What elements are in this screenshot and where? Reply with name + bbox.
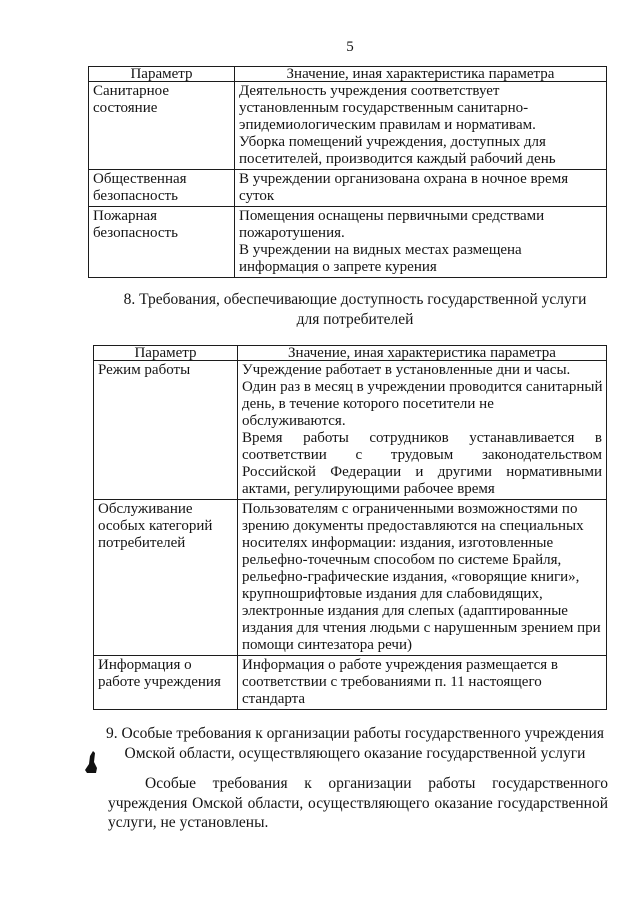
text-line: посетителей, производится каждый рабочий день	[239, 151, 556, 167]
text-line: для потребителей	[296, 310, 414, 328]
section-9-paragraph	[108, 774, 608, 833]
text-line: учреждения Омской области, осуществляющего оказание государственной	[108, 794, 608, 812]
text-line: издания для чтения людьми с нарушенным зрением при	[242, 620, 601, 636]
table-header-row	[94, 346, 607, 361]
parameter-cell	[89, 82, 235, 170]
parameter-name	[98, 501, 233, 552]
parameter-name	[93, 171, 230, 205]
text-line: пожаротушения.	[239, 225, 345, 241]
requirements-table-2	[93, 345, 607, 710]
header-value: Значение, иная характеристика параметра	[238, 346, 607, 361]
value-paragraph	[242, 362, 602, 379]
page-number: 5	[346, 39, 354, 55]
text-line: носителях информации: издания, изготовленные	[242, 535, 554, 551]
text-line: потребителей	[98, 535, 186, 551]
value-paragraph	[242, 430, 602, 498]
value-cell	[235, 82, 607, 170]
text-line: суток	[239, 188, 275, 204]
text-line: Уборка помещений учреждения, доступных для	[239, 134, 546, 150]
value-cell	[238, 500, 607, 656]
text-line: безопасность	[93, 225, 178, 241]
text-line: Обслуживание	[98, 501, 193, 517]
table-row	[94, 656, 607, 710]
value-paragraph	[242, 501, 602, 654]
text-line: рельефно-графические издания, «говорящие книги»,	[242, 569, 580, 585]
text-line: Деятельность учреждения соответствует	[239, 83, 500, 99]
value-cell	[235, 207, 607, 278]
parameter-name	[93, 83, 230, 117]
parameter-cell	[94, 361, 238, 500]
value-paragraph	[239, 171, 602, 205]
header-parameter: Параметр	[89, 67, 235, 82]
parameter-name	[98, 362, 233, 379]
requirements-table-1	[88, 66, 607, 278]
value-paragraph	[239, 134, 602, 168]
value-cell	[238, 361, 607, 500]
text-line: Один раз в месяц в учреждении проводится санитарный	[242, 379, 603, 395]
text-line: В учреждении организована охрана в ночное время	[239, 171, 569, 187]
text-line: крупношрифтовые издания для слабовидящих,	[242, 586, 543, 602]
table-header-row	[89, 67, 607, 82]
text-line: соответствии с требованиями п. 11 настоящего	[242, 674, 542, 690]
text-line: зрению документы предоставляются на специальных	[242, 518, 584, 534]
text-line: услуги, не установлены.	[108, 814, 269, 831]
text-line: 9. Особые требования к организации работы государственного учреждения	[106, 725, 604, 742]
value-paragraph	[239, 242, 602, 276]
text-line: стандарта	[242, 691, 306, 707]
text-line: состояние	[93, 100, 158, 116]
text-line: электронные издания для слепых (адаптированные	[242, 603, 568, 619]
table-row	[89, 82, 607, 170]
text-line: Омской области, осуществляющего оказание государственной услуги	[124, 744, 586, 762]
table-row	[89, 207, 607, 278]
text-line: обслуживаются.	[242, 413, 346, 429]
text-line: информация о запрете курения	[239, 259, 437, 275]
parameter-name	[98, 657, 233, 691]
text-line: соответствии с трудовым законодательством	[242, 447, 602, 463]
text-line: помощи синтезатора речи)	[242, 637, 412, 653]
text-line: актами, регулирующими рабочее время	[242, 481, 495, 497]
table-row	[94, 500, 607, 656]
text-line: Время работы сотрудников устанавливается в	[242, 430, 602, 446]
text-line: 8. Требования, обеспечивающие доступность государственной услуги	[123, 291, 587, 308]
text-line: Помещения оснащены первичными средствами	[239, 208, 545, 224]
text-line: безопасность	[93, 188, 178, 204]
table-row	[89, 170, 607, 207]
parameter-cell	[89, 170, 235, 207]
value-paragraph	[239, 83, 602, 134]
text-line: Пользователям с ограниченными возможностями по	[242, 501, 578, 517]
value-paragraph	[242, 379, 602, 430]
text-line: эпидемиологическим правилам и нормативам.	[239, 117, 536, 133]
table-row	[94, 361, 607, 500]
section-8-heading	[100, 290, 610, 329]
text-line: Пожарная	[93, 208, 158, 224]
text-line: день, в течение которого посетители не	[242, 396, 494, 412]
text-line: рельефно-точечным способом по системе Брайля,	[242, 552, 562, 568]
text-line: Информация о	[98, 657, 192, 673]
text-line: Учреждение работает в установленные дни и часы.	[242, 362, 571, 378]
text-line: Российской Федерации и другими нормативными	[242, 464, 602, 480]
text-line: Особые требования к организации работы государственного	[145, 775, 608, 792]
text-line: установленным государственным санитарно-	[239, 100, 529, 116]
header-value: Значение, иная характеристика параметра	[235, 67, 607, 82]
scan-mark	[84, 750, 98, 774]
header-parameter: Параметр	[94, 346, 238, 361]
text-line: Общественная	[93, 171, 187, 187]
parameter-cell	[94, 656, 238, 710]
text-line: работе учреждения	[98, 674, 221, 690]
parameter-cell	[89, 207, 235, 278]
parameter-name	[93, 208, 230, 242]
text-line: особых категорий	[98, 518, 213, 534]
value-paragraph	[239, 208, 602, 242]
value-paragraph	[242, 657, 602, 708]
section-9-heading	[100, 724, 610, 763]
value-cell	[235, 170, 607, 207]
value-cell	[238, 656, 607, 710]
parameter-cell	[94, 500, 238, 656]
text-line: Режим работы	[98, 362, 191, 378]
text-line: В учреждении на видных местах размещена	[239, 242, 522, 258]
text-line: Информация о работе учреждения размещается в	[242, 657, 558, 673]
text-line: Санитарное	[93, 83, 169, 99]
